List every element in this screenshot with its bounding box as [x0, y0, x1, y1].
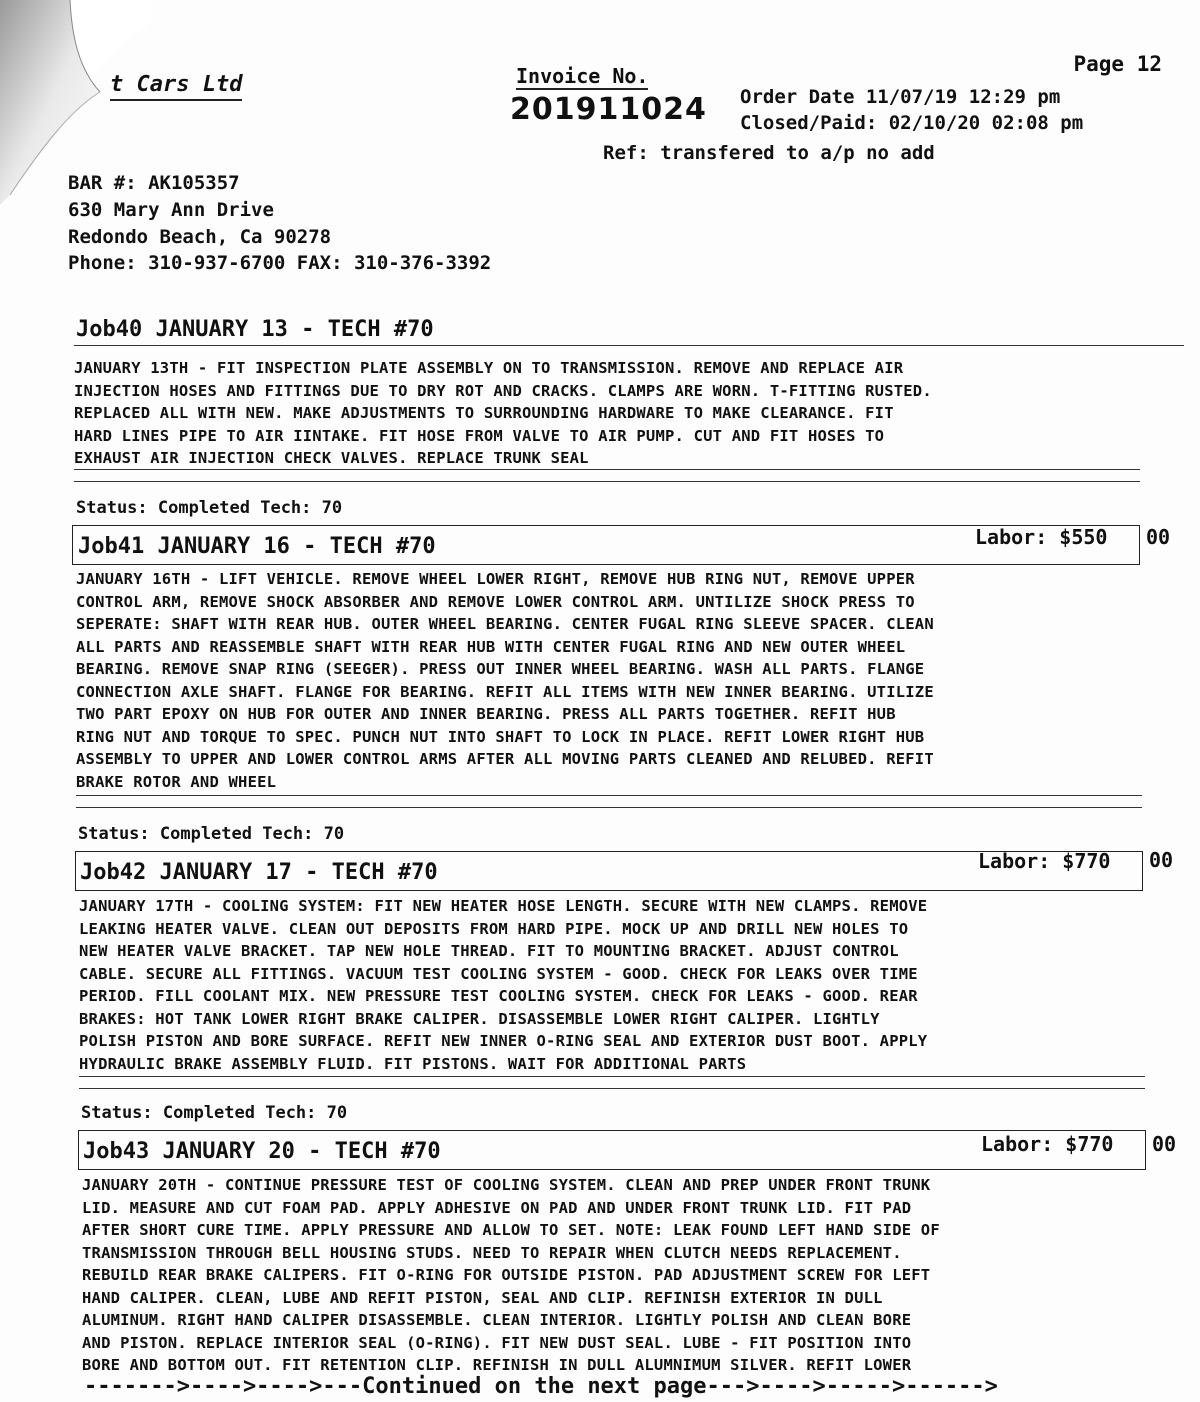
description-line: TWO PART EPOXY ON HUB FOR OUTER AND INNER BEARING. PRESS ALL PARTS TOGETHER. REFIT HUB: [76, 705, 896, 723]
description-line: REBUILD REAR BRAKE CALIPERS. FIT O-RING FOR OUTSIDE PISTON. PAD ADJUSTMENT SCREW FOR LEFT: [82, 1266, 931, 1284]
labor-cents: 00: [1149, 848, 1174, 872]
description-line: BRAKE ROTOR AND WHEEL: [76, 772, 277, 791]
city-state-zip: Redondo Beach, Ca 90278: [68, 226, 332, 248]
labor-amount: Labor: $770: [981, 1132, 1114, 1156]
description-line: BRAKES: HOT TANK LOWER RIGHT BRAKE CALIPER. DISASSEMBLE LOWER RIGHT CALIPER. LIGHTLY: [79, 1009, 880, 1028]
description-line: LID. MEASURE AND CUT FOAM PAD. APPLY ADHESIVE ON PAD AND UNDER FRONT TRUNK LID. FIT PAD: [82, 1198, 912, 1217]
description-line: CONNECTION AXLE SHAFT. FLANGE FOR BEARING. REFIT ALL ITEMS WITH NEW INNER BEARING. UTILIZE: [76, 682, 934, 701]
description-line: JANUARY 20TH - CONTINUE PRESSURE TEST OF COOLING SYSTEM. CLEAN AND PREP UNDER FRONT TRUNK: [82, 1176, 931, 1194]
description-line: BEARING. REMOVE SNAP RING (SEEGER). PRESS OUT INNER WHEEL BEARING. WASH ALL PARTS. FLANGE: [76, 660, 925, 678]
continued-notice: ------->---->---->---Continued on the next page--->---->----->------>: [84, 1374, 998, 1399]
description-line: POLISH PISTON AND BORE SURFACE. REFIT NEW INNER O-RING SEAL AND EXTERIOR DUST BOOT. APPLY: [79, 1032, 928, 1050]
labor-cents: 00: [1146, 525, 1171, 549]
street-address: 630 Mary Ann Drive: [68, 199, 274, 221]
labor-amount: Labor: $770: [978, 849, 1111, 873]
job-status: Status: Completed Tech: 70: [81, 1103, 348, 1123]
description-line: NEW HEATER VALVE BRACKET. TAP NEW HOLE THREAD. FIT TO MOUNTING BRACKET. ADJUST CONTROL: [79, 942, 899, 960]
job-header-rule: [74, 345, 1184, 346]
job-divider-rule: [76, 795, 1142, 796]
job-status: Status: Completed Tech: 70: [76, 498, 343, 518]
labor-cents: 00: [1152, 1132, 1177, 1156]
description-line: ASSEMBLY TO UPPER AND LOWER CONTROL ARMS AFTER ALL MOVING PARTS CLEANED AND RELUBED. REFIT: [76, 750, 934, 768]
job-title: Job42 JANUARY 17 - TECH #70: [80, 860, 438, 885]
labor-amount: Labor: $550: [975, 525, 1108, 549]
company-name: t Cars Ltd: [110, 72, 242, 101]
description-line: JANUARY 16TH - LIFT VEHICLE. REMOVE WHEEL LOWER RIGHT, REMOVE HUB RING NUT, REMOVE UPPER: [76, 570, 915, 588]
phone-fax: Phone: 310-937-6700 FAX: 310-376-3392: [68, 252, 492, 274]
order-date: Order Date 11/07/19 12:29 pm: [740, 86, 1061, 108]
job-status: Status: Completed Tech: 70: [78, 824, 345, 844]
description-line: INJECTION HOSES AND FITTINGS DUE TO DRY ROT AND CRACKS. CLAMPS ARE WORN. T-FITTING RUSTED.: [74, 381, 932, 400]
description-line: JANUARY 13TH - FIT INSPECTION PLATE ASSEMBLY ON TO TRANSMISSION. REMOVE AND REPLACE AIR: [74, 359, 904, 377]
job-description: [79, 895, 927, 1075]
description-line: RING NUT AND TORQUE TO SPEC. PUNCH NUT INTO SHAFT TO LOCK IN PLACE. REFIT LOWER RIGHT HUB: [76, 727, 925, 746]
description-line: ALL PARTS AND REASSEMBLE SHAFT WITH REAR HUB WITH CENTER FUGAL RING AND NEW OUTER WHEEL: [76, 637, 906, 656]
job-divider-rule: [74, 481, 1140, 482]
invoice-number: 201911024: [510, 92, 707, 127]
description-line: HAND CALIPER. CLEAN, LUBE AND REFIT PISTON, SEAL AND CLIP. REFINISH EXTERIOR IN DULL: [82, 1288, 883, 1307]
job-description: [74, 357, 932, 470]
job-description: [76, 568, 934, 793]
description-line: PERIOD. FILL COOLANT MIX. NEW PRESSURE TEST COOLING SYSTEM. CHECK FOR LEAKS - GOOD. REAR: [79, 987, 918, 1005]
job-description: [82, 1174, 940, 1377]
description-line: HARD LINES PIPE TO AIR IINTAKE. FIT HOSE FROM VALVE TO AIR PUMP. CUT AND FIT HOSES TO: [74, 426, 885, 445]
description-line: SEPERATE: SHAFT WITH REAR HUB. OUTER WHEEL BEARING. CENTER FUGAL RING SLEEVE SPACER. CLEAN: [76, 615, 934, 633]
job-title: Job41 JANUARY 16 - TECH #70: [78, 534, 436, 559]
description-line: CABLE. SECURE ALL FITTINGS. VACUUM TEST COOLING SYSTEM - GOOD. CHECK FOR LEAKS OVER TIME: [79, 964, 918, 983]
job-title: Job43 JANUARY 20 - TECH #70: [83, 1139, 441, 1164]
reference-note: Ref: transfered to a/p no add: [603, 142, 935, 164]
job-title: Job40 JANUARY 13 - TECH #70: [76, 317, 434, 342]
description-line: AFTER SHORT CURE TIME. APPLY PRESSURE AND ALLOW TO SET. NOTE: LEAK FOUND LEFT HAND SIDE OF: [82, 1221, 940, 1239]
description-line: JANUARY 17TH - COOLING SYSTEM: FIT NEW HEATER HOSE LENGTH. SECURE WITH NEW CLAMPS. REMOVE: [79, 897, 928, 915]
description-line: TRANSMISSION THROUGH BELL HOUSING STUDS. NEED TO REPAIR WHEN CLUTCH NEEDS REPLACEMENT.: [82, 1243, 902, 1262]
closed-paid-date: Closed/Paid: 02/10/20 02:08 pm: [740, 112, 1084, 134]
description-line: HYDRAULIC BRAKE ASSEMBLY FLUID. FIT PISTONS. WAIT FOR ADDITIONAL PARTS: [79, 1054, 747, 1073]
description-line: CONTROL ARM, REMOVE SHOCK ABSORBER AND REMOVE LOWER CONTROL ARM. UNTILIZE SHOCK PRESS TO: [76, 592, 915, 611]
description-line: REPLACED ALL WITH NEW. MAKE ADJUSTMENTS TO SURROUNDING HARDWARE TO MAKE CLEARANCE. FIT: [74, 404, 894, 422]
job-divider-rule: [79, 1088, 1145, 1089]
bar-number: BAR #: AK105357: [68, 172, 240, 194]
invoice-label: Invoice No.: [516, 64, 649, 88]
job-divider-rule: [79, 1076, 1145, 1077]
job-divider-rule: [76, 807, 1142, 808]
description-line: ALUMINUM. RIGHT HAND CALIPER DISASSEMBLE. CLEAN INTERIOR. LIGHTLY POLISH AND CLEAN BORE: [82, 1311, 912, 1329]
description-line: BORE AND BOTTOM OUT. FIT RETENTION CLIP. REFINISH IN DULL ALUMNIMUM SILVER. REFIT LOWER: [82, 1356, 912, 1374]
job-divider-rule: [74, 469, 1140, 470]
description-line: AND PISTON. REPLACE INTERIOR SEAL (O-RING). FIT NEW DUST SEAL. LUBE - FIT POSITION INTO: [82, 1333, 912, 1352]
description-line: LEAKING HEATER VALVE. CLEAN OUT DEPOSITS FROM HARD PIPE. MOCK UP AND DRILL NEW HOLES TO: [79, 919, 909, 938]
description-line: EXHAUST AIR INJECTION CHECK VALVES. REPLACE TRUNK SEAL: [74, 449, 589, 467]
page-number: Page 12: [1073, 52, 1162, 76]
